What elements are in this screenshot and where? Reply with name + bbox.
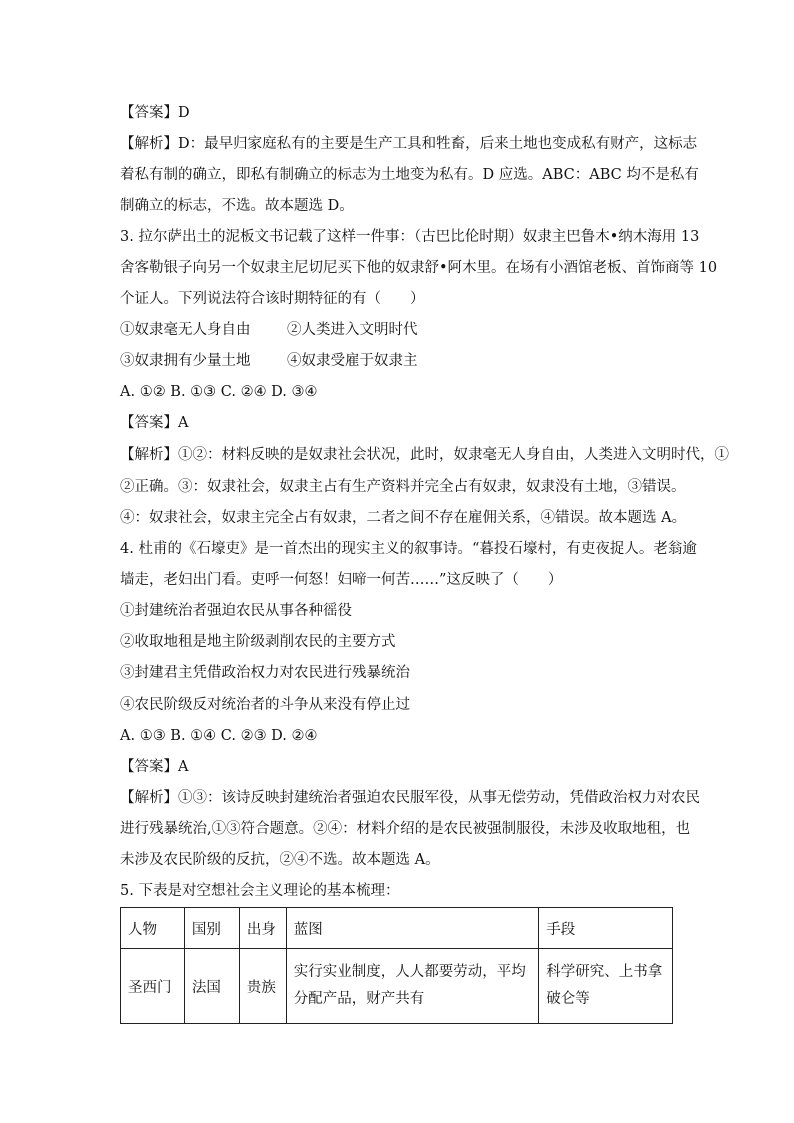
q4-answer: 【答案】A <box>120 759 189 775</box>
q4-item: ②收取地租是地主阶级剥削农民的主要方式 <box>120 634 396 650</box>
table-header-cell: 人物 <box>121 908 185 949</box>
q4-analysis-line: 进行残暴统治,①③符合题意。②④：材料介绍的是农民被强制服役，未涉及收取地租，也 <box>120 821 691 837</box>
table-cell: 法国 <box>184 949 239 1024</box>
q2-analysis-line: 【解析】D：最早归家庭私有的主要是生产工具和牲畜，后来土地也变成私有财产，这标志 <box>120 136 698 152</box>
q2-analysis-line: 制确立的标志，不选。故本题选 D。 <box>120 198 354 214</box>
utopian-socialism-table <box>120 907 673 1024</box>
q5-stem: 5. 下表是对空想社会主义理论的基本梳理： <box>120 883 400 899</box>
q4-item: ①封建统治者强迫农民从事各种徭役 <box>120 603 352 619</box>
q3-analysis-line: ④：奴隶社会，奴隶主完全占有奴隶，二者之间不存在雇佣关系，④错误。故本题选 A。 <box>120 510 687 526</box>
q3-analysis-line: 【解析】①②：材料反映的是奴隶社会状况，此时，奴隶毫无人身自由，人类进入文明时代，① <box>120 447 729 463</box>
q4-item: ③封建君主凭借政治权力对农民进行残暴统治 <box>120 665 410 681</box>
q3-item: ①奴隶毫无人身自由 <box>120 322 251 338</box>
table-cell: 贵族 <box>239 949 286 1024</box>
q3-item: ②人类进入文明时代 <box>287 322 418 338</box>
q3-analysis-line: ②正确。③：奴隶社会，奴隶主占有生产资料并完全占有奴隶，奴隶没有土地，③错误。 <box>120 479 686 495</box>
q3-answer: 【答案】A <box>120 415 189 431</box>
q2-analysis-line: 着私有制的确立，即私有制确立的标志为土地变为私有。D 应选。ABC：ABC 均不是私有 <box>120 167 699 183</box>
table-header-cell: 手段 <box>539 908 673 949</box>
table-header-row <box>121 908 673 949</box>
table-header-cell: 蓝图 <box>286 908 538 949</box>
q4-stem-line: 墙走，老妇出门看。吏呼一何怒！妇啼一何苦……”这反映了（ ） <box>120 572 563 588</box>
table-cell: 实行实业制度，人人都要劳动，平均分配产品，财产共有 <box>286 949 538 1024</box>
table-row <box>121 949 673 1024</box>
q4-item: ④农民阶级反对统治者的斗争从来没有停止过 <box>120 697 410 713</box>
q3-stem-line: 3. 拉尔萨出土的泥板文书记载了这样一件事：（古巴比伦时期）奴隶主巴鲁木•纳木海用 13 <box>120 229 700 245</box>
q3-stem-line: 舍客勒银子向另一个奴隶主尼切尼买下他的奴隶舒•阿木里。在场有小酒馆老板、首饰商等 10 <box>120 260 718 276</box>
q4-choices: A. ①③ B. ①④ C. ②③ D. ②④ <box>120 728 318 744</box>
q3-item: ③奴隶拥有少量土地 <box>120 353 251 369</box>
table-cell: 圣西门 <box>121 949 185 1024</box>
q3-stem-line: 个证人。下列说法符合该时期特征的有（ ） <box>120 291 425 307</box>
table-cell: 科学研究、上书拿破仑等 <box>539 949 673 1024</box>
q4-analysis-line: 未涉及农民阶级的反抗，②④不选。故本题选 A。 <box>120 852 440 868</box>
table-header-cell: 国别 <box>184 908 239 949</box>
q4-analysis-line: 【解析】①③：该诗反映封建统治者强迫农民服军役，从事无偿劳动，凭借政治权力对农民 <box>120 790 700 806</box>
q2-answer: 【答案】D <box>120 105 190 121</box>
table-header-cell: 出身 <box>239 908 286 949</box>
q3-item: ④奴隶受雇于奴隶主 <box>287 353 418 369</box>
q4-stem-line: 4. 杜甫的《石壕吏》是一首杰出的现实主义的叙事诗。“暮投石壕村，有吏夜捉人。老翁逾 <box>120 541 697 557</box>
q3-choices: A. ①② B. ①③ C. ②④ D. ③④ <box>120 384 318 400</box>
